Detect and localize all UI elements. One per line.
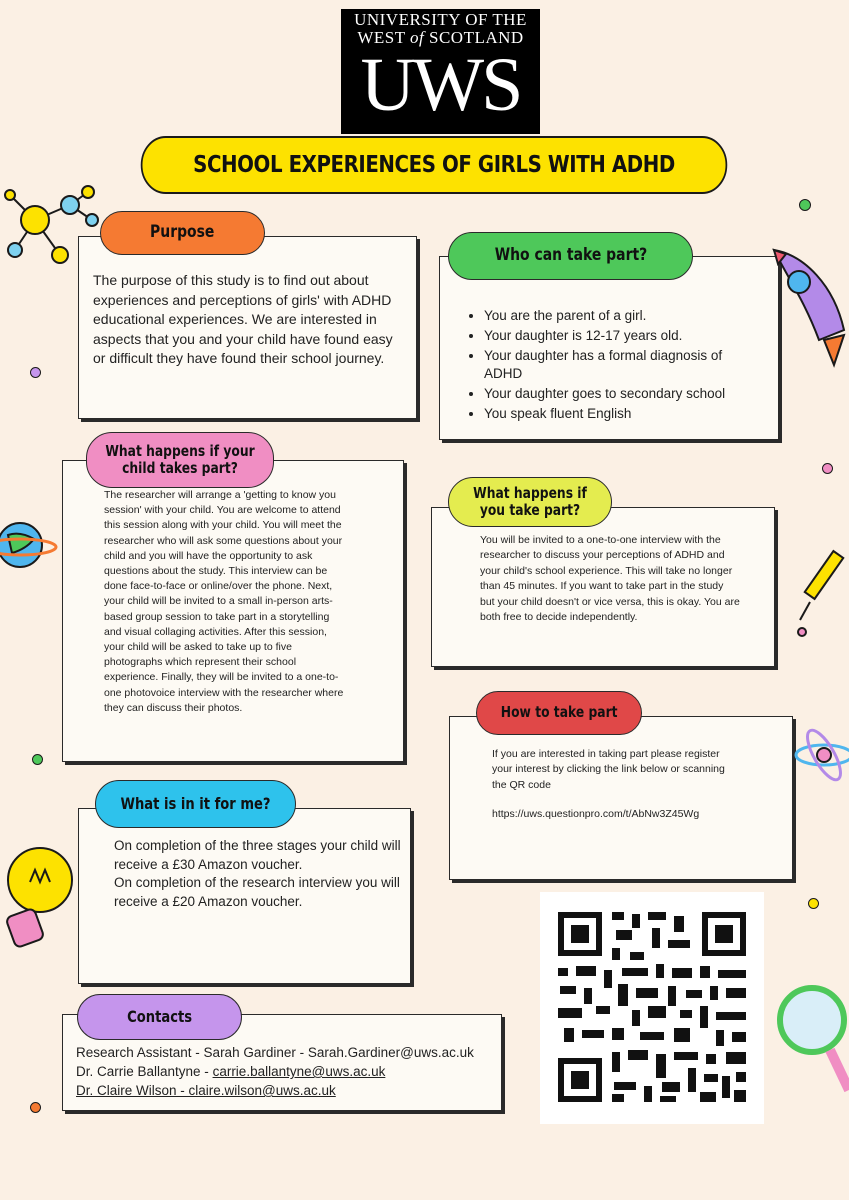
reward-text xyxy=(114,837,404,911)
you-text: You will be invited to a one-to-one interview with the researcher to discuss your perceptions of ADHD and your child's school experience. This will take no longer than 45 minutes. If you want to take part in the study but your child doesn't or vice versa, this is okay. You are both free to decide independently. xyxy=(480,534,740,624)
you-heading: What happens if you take part? xyxy=(448,477,612,527)
lightbulb-icon xyxy=(0,840,80,955)
dot-decoration xyxy=(822,463,833,474)
how-heading: How to take part xyxy=(476,691,642,735)
magnifier-icon xyxy=(770,980,849,1120)
reward-line-child: On completion of the three stages your child will receive a £30 Amazon voucher. xyxy=(114,838,401,872)
page-title: SCHOOL EXPERIENCES OF GIRLS WITH ADHD xyxy=(141,136,728,194)
carrie-email-link[interactable]: carrie.ballantyne@uws.ac.uk xyxy=(212,1064,386,1079)
child-heading: What happens if your child takes part? xyxy=(86,432,274,488)
child-text: The researcher will arrange a 'getting to know you session' with your child. You are welcome to attend this session along with your child. You will meet the researcher who will ask some questions about your child and you will have the opportunity to ask questions about the study. This interview can be done face-to-face or online/over the phone. Next, your child will be invited to a small in-person arts-based group session to take part in a storytelling and visual collaging activities. After this session, your child will be asked to take up to five photographs which represent their school experience. Finally, they will be invited to a one-to-one photovoice interview with the researcher where they can discuss their photos. xyxy=(104,489,344,714)
who-item: • Your daughter goes to secondary school xyxy=(484,385,762,403)
signup-link[interactable]: https://uws.questionpro.com/t/AbNw3Z45Wg xyxy=(492,808,700,820)
molecule-icon xyxy=(0,180,100,280)
syringe-icon xyxy=(790,540,849,640)
who-item: • Your daughter is 12-17 years old. xyxy=(484,327,762,345)
dot-decoration xyxy=(808,898,819,909)
rocket-icon xyxy=(764,240,849,370)
uws-logo xyxy=(341,9,540,134)
contact-claire[interactable]: Dr. Claire Wilson - claire.wilson@uws.ac.uk xyxy=(76,1083,336,1098)
who-list xyxy=(462,307,762,425)
purpose-text: The purpose of this study is to find out about experiences and perceptions of girls' with ADHD educational experiences. We are interested in aspects that you and your child have found easy or difficult they have found their school journey. xyxy=(93,272,393,366)
logo-line-2: WEST of SCOTLAND xyxy=(357,28,524,47)
who-item: • Your daughter has a formal diagnosis of ADHD xyxy=(484,347,762,383)
contacts-heading: Contacts xyxy=(77,994,242,1040)
qr-code-graphic xyxy=(540,892,764,1124)
dot-decoration xyxy=(30,1102,41,1113)
how-text: If you are interested in taking part please register your interest by clicking the link below or scanning the QR code xyxy=(492,748,725,791)
qr-code[interactable] xyxy=(540,892,764,1124)
planet-icon xyxy=(0,505,60,585)
dot-decoration xyxy=(799,199,811,211)
who-item: • You are the parent of a girl. xyxy=(484,307,762,325)
atom-icon xyxy=(790,720,849,790)
contacts-list xyxy=(76,1043,501,1100)
dot-decoration xyxy=(30,367,41,378)
logo-mark: UWS xyxy=(360,43,521,127)
purpose-heading: Purpose xyxy=(100,211,265,255)
logo-line-1: UNIVERSITY OF THE xyxy=(354,10,527,29)
dot-decoration xyxy=(32,754,43,765)
how-box xyxy=(449,716,793,880)
contact-sarah: Research Assistant - Sarah Gardiner - Sarah.Gardiner@uws.ac.uk xyxy=(76,1045,474,1060)
reward-line-parent: On completion of the research interview you will receive a £20 Amazon voucher. xyxy=(114,875,400,909)
contact-carrie: Dr. Carrie Ballantyne - carrie.ballantyne@uws.ac.uk xyxy=(76,1064,386,1079)
who-item: • You speak fluent English xyxy=(484,405,762,423)
who-heading: Who can take part? xyxy=(448,232,693,280)
reward-heading: What is in it for me? xyxy=(95,780,296,828)
